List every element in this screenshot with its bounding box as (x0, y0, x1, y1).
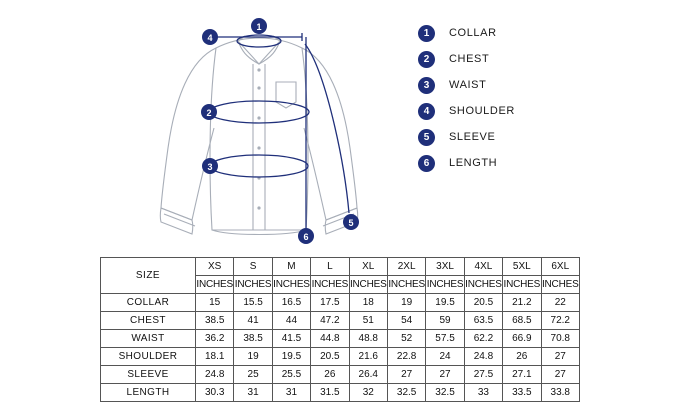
legend-item-shoulder (418, 98, 648, 124)
cell-chest-xl: 51 (349, 312, 387, 330)
cell-length-l: 31.5 (311, 384, 349, 402)
cell-chest-xs: 38.5 (196, 312, 234, 330)
row-label-length: LENGTH (101, 384, 196, 402)
cell-length-xs: 30.3 (196, 384, 234, 402)
cell-waist-xl: 48.8 (349, 330, 387, 348)
legend-item-sleeve (418, 124, 648, 150)
table-row (101, 384, 580, 402)
legend-badge-5: 5 (418, 129, 435, 146)
cell-sleeve-s: 25 (234, 366, 272, 384)
row-label-shoulder: SHOULDER (101, 348, 196, 366)
cell-sleeve-3xl: 27 (426, 366, 464, 384)
cell-length-m: 31 (272, 384, 310, 402)
cell-waist-5xl: 66.9 (503, 330, 541, 348)
cell-sleeve-m: 25.5 (272, 366, 310, 384)
legend-label-shoulder: SHOULDER (449, 105, 515, 117)
unit-3xl: INCHES (426, 276, 464, 294)
header-size-l: L (311, 258, 349, 276)
cell-chest-5xl: 68.5 (503, 312, 541, 330)
cell-sleeve-4xl: 27.5 (464, 366, 502, 384)
cell-shoulder-xs: 18.1 (196, 348, 234, 366)
legend-label-chest: CHEST (449, 53, 490, 65)
shirt-illustration (120, 8, 410, 258)
cell-length-6xl: 33.8 (541, 384, 579, 402)
cell-collar-3xl: 19.5 (426, 294, 464, 312)
header-size-5xl: 5XL (503, 258, 541, 276)
header-size-s: S (234, 258, 272, 276)
header-size-m: M (272, 258, 310, 276)
cell-waist-3xl: 57.5 (426, 330, 464, 348)
cell-chest-3xl: 59 (426, 312, 464, 330)
cell-sleeve-xl: 26.4 (349, 366, 387, 384)
row-label-collar: COLLAR (101, 294, 196, 312)
cell-sleeve-2xl: 27 (387, 366, 425, 384)
cell-chest-2xl: 54 (387, 312, 425, 330)
cell-shoulder-m: 19.5 (272, 348, 310, 366)
legend-item-length (418, 150, 648, 176)
cell-chest-6xl: 72.2 (541, 312, 579, 330)
cell-sleeve-6xl: 27 (541, 366, 579, 384)
cell-collar-4xl: 20.5 (464, 294, 502, 312)
table-header-row (101, 258, 580, 276)
cell-shoulder-2xl: 22.8 (387, 348, 425, 366)
row-label-sleeve: SLEEVE (101, 366, 196, 384)
cell-sleeve-l: 26 (311, 366, 349, 384)
cell-length-s: 31 (234, 384, 272, 402)
cell-collar-5xl: 21.2 (503, 294, 541, 312)
cell-collar-l: 17.5 (311, 294, 349, 312)
header-size: SIZE (101, 258, 196, 294)
legend-badge-6: 6 (418, 155, 435, 172)
svg-text:6: 6 (303, 232, 309, 242)
header-size-3xl: 3XL (426, 258, 464, 276)
unit-2xl: INCHES (387, 276, 425, 294)
header-size-xs: XS (196, 258, 234, 276)
cell-waist-l: 44.8 (311, 330, 349, 348)
cell-shoulder-6xl: 27 (541, 348, 579, 366)
cell-sleeve-5xl: 27.1 (503, 366, 541, 384)
legend-badge-4: 4 (418, 103, 435, 120)
cell-collar-xs: 15 (196, 294, 234, 312)
cell-collar-s: 15.5 (234, 294, 272, 312)
unit-5xl: INCHES (503, 276, 541, 294)
cell-shoulder-xl: 21.6 (349, 348, 387, 366)
table-row (101, 348, 580, 366)
legend-badge-1: 1 (418, 25, 435, 42)
cell-collar-2xl: 19 (387, 294, 425, 312)
cell-waist-m: 41.5 (272, 330, 310, 348)
row-label-waist: WAIST (101, 330, 196, 348)
unit-xl: INCHES (349, 276, 387, 294)
table-row (101, 330, 580, 348)
cell-shoulder-3xl: 24 (426, 348, 464, 366)
legend (418, 20, 648, 176)
cell-chest-4xl: 63.5 (464, 312, 502, 330)
cell-length-3xl: 32.5 (426, 384, 464, 402)
header-size-2xl: 2XL (387, 258, 425, 276)
legend-item-chest (418, 46, 648, 72)
legend-label-sleeve: SLEEVE (449, 131, 496, 143)
legend-label-collar: COLLAR (449, 27, 497, 39)
header-size-6xl: 6XL (541, 258, 579, 276)
size-table-container (100, 257, 580, 402)
cell-waist-4xl: 62.2 (464, 330, 502, 348)
table-row (101, 312, 580, 330)
cell-shoulder-l: 20.5 (311, 348, 349, 366)
cell-waist-s: 38.5 (234, 330, 272, 348)
cell-length-4xl: 33 (464, 384, 502, 402)
row-label-chest: CHEST (101, 312, 196, 330)
header-size-xl: XL (349, 258, 387, 276)
size-table (100, 257, 580, 402)
unit-l: INCHES (311, 276, 349, 294)
cell-chest-s: 41 (234, 312, 272, 330)
cell-shoulder-5xl: 26 (503, 348, 541, 366)
cell-length-5xl: 33.5 (503, 384, 541, 402)
cell-waist-2xl: 52 (387, 330, 425, 348)
svg-text:5: 5 (348, 218, 354, 228)
cell-length-xl: 32 (349, 384, 387, 402)
table-row (101, 366, 580, 384)
svg-text:3: 3 (207, 162, 213, 172)
legend-badge-3: 3 (418, 77, 435, 94)
legend-label-length: LENGTH (449, 157, 498, 169)
cell-chest-m: 44 (272, 312, 310, 330)
header-size-4xl: 4XL (464, 258, 502, 276)
unit-s: INCHES (234, 276, 272, 294)
cell-shoulder-4xl: 24.8 (464, 348, 502, 366)
table-row (101, 294, 580, 312)
legend-label-waist: WAIST (449, 79, 487, 91)
legend-item-collar (418, 20, 648, 46)
cell-collar-6xl: 22 (541, 294, 579, 312)
svg-text:4: 4 (207, 33, 213, 43)
legend-item-waist (418, 72, 648, 98)
cell-length-2xl: 32.5 (387, 384, 425, 402)
cell-collar-m: 16.5 (272, 294, 310, 312)
svg-text:2: 2 (206, 108, 212, 118)
cell-sleeve-xs: 24.8 (196, 366, 234, 384)
cell-waist-xs: 36.2 (196, 330, 234, 348)
cell-chest-l: 47.2 (311, 312, 349, 330)
cell-waist-6xl: 70.8 (541, 330, 579, 348)
legend-badge-2: 2 (418, 51, 435, 68)
unit-4xl: INCHES (464, 276, 502, 294)
unit-6xl: INCHES (541, 276, 579, 294)
unit-xs: INCHES (196, 276, 234, 294)
cell-shoulder-s: 19 (234, 348, 272, 366)
svg-text:1: 1 (256, 22, 262, 32)
unit-m: INCHES (272, 276, 310, 294)
cell-collar-xl: 18 (349, 294, 387, 312)
